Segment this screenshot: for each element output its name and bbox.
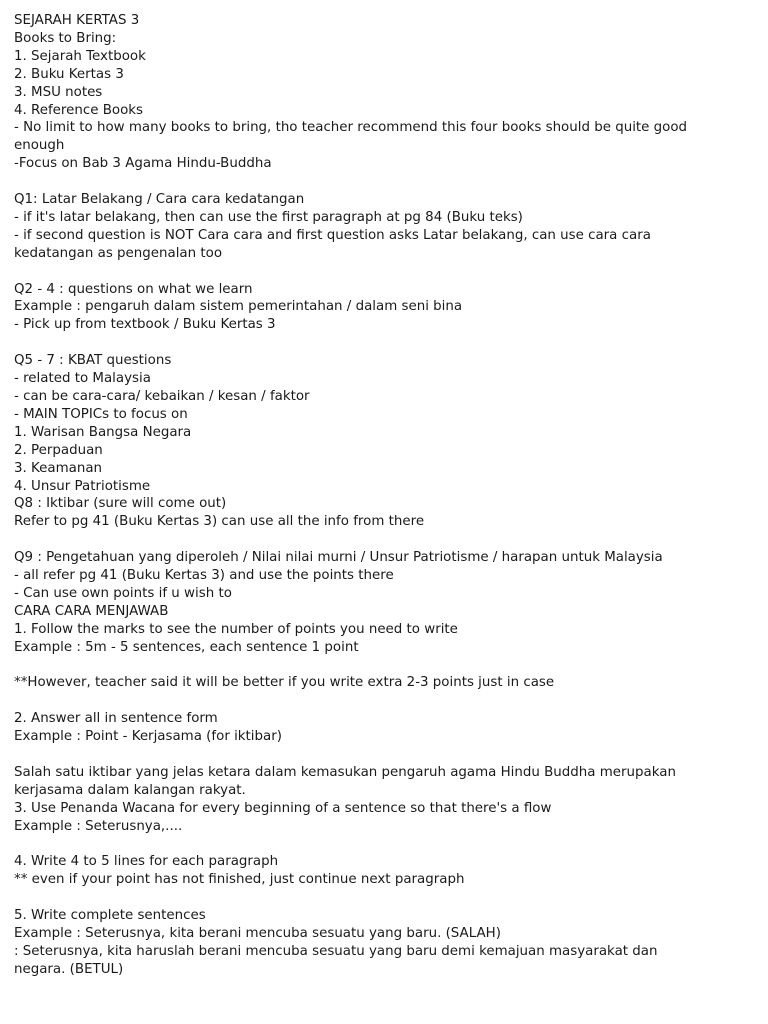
- text-line: - if second question is NOT Cara cara and first question asks Latar belakang, can use cara cara: [14, 227, 651, 243]
- text-line: 4. Unsur Patriotisme: [14, 478, 151, 494]
- text-line: - Can use own points if u wish to: [14, 585, 232, 601]
- text-line: : Seterusnya, kita haruslah berani mencuba sesuatu yang baru demi kemajuan masyarakat dan: [14, 943, 658, 959]
- blank-line: [14, 692, 754, 710]
- text-line: -Focus on Bab 3 Agama Hindu-Buddha: [14, 156, 272, 172]
- text-line: 4. Write 4 to 5 lines for each paragraph: [14, 854, 279, 870]
- text-line: - all refer pg 41 (Buku Kertas 3) and use the points there: [14, 568, 394, 584]
- text-line: Example : Seterusnya,....: [14, 818, 183, 834]
- text-line: 1. Warisan Bangsa Negara: [14, 424, 192, 440]
- text-line: 3. MSU notes: [14, 84, 103, 100]
- text-line: 5. Write complete sentences: [14, 908, 206, 924]
- blank-line: [14, 263, 754, 281]
- text-line: Example : Point - Kerjasama (for iktibar): [14, 729, 282, 745]
- text-line: Q9 : Pengetahuan yang diperoleh / Nilai nilai murni / Unsur Patriotisme / harapan untuk Malaysia: [14, 550, 663, 566]
- text-line: 2. Buku Kertas 3: [14, 66, 124, 82]
- text-line: Q8 : Iktibar (sure will come out): [14, 496, 227, 512]
- text-line: **However, teacher said it will be better if you write extra 2-3 points just in case: [14, 675, 555, 691]
- blank-line: [14, 836, 754, 854]
- text-line: - Pick up from textbook / Buku Kertas 3: [14, 317, 276, 333]
- blank-line: [14, 334, 754, 352]
- blank-line: [14, 746, 754, 764]
- text-line: 4. Reference Books: [14, 102, 144, 118]
- text-line: - if it's latar belakang, then can use the first paragraph at pg 84 (Buku teks): [14, 209, 523, 225]
- text-line: enough: [14, 138, 65, 154]
- document-page: [14, 12, 754, 979]
- text-line: SEJARAH KERTAS 3: [14, 13, 140, 28]
- text-line: 1. Follow the marks to see the number of points you need to write: [14, 621, 458, 637]
- blank-line: [14, 531, 754, 549]
- text-line: 2. Perpaduan: [14, 442, 103, 458]
- text-line: 1. Sejarah Textbook: [14, 48, 146, 64]
- text-line: kerjasama dalam kalangan rakyat.: [14, 782, 246, 798]
- text-line: Q1: Latar Belakang / Cara cara kedatangan: [14, 192, 305, 208]
- text-line: negara. (BETUL): [14, 961, 124, 977]
- blank-line: [14, 889, 754, 907]
- text-line: Q5 - 7 : KBAT questions: [14, 353, 172, 369]
- text-line: Q2 - 4 : questions on what we learn: [14, 281, 253, 297]
- text-line: Example : pengaruh dalam sistem pemerintahan / dalam seni bina: [14, 299, 463, 315]
- text-line: Refer to pg 41 (Buku Kertas 3) can use all the info from there: [14, 514, 425, 530]
- text-line: Books to Bring:: [14, 30, 117, 46]
- text-line: - related to Malaysia: [14, 371, 151, 387]
- text-line: - can be cara-cara/ kebaikan / kesan / faktor: [14, 388, 310, 404]
- text-line: Example : Seterusnya, kita berani mencuba sesuatu yang baru. (SALAH): [14, 926, 501, 942]
- text-line: 3. Use Penanda Wacana for every beginning of a sentence so that there's a flow: [14, 800, 552, 816]
- text-line: - No limit to how many books to bring, tho teacher recommend this four books should be quite good: [14, 120, 688, 136]
- text-line: Salah satu iktibar yang jelas ketara dalam kemasukan pengaruh agama Hindu Buddha merupakan: [14, 764, 676, 780]
- blank-line: [14, 173, 754, 191]
- text-line: CARA CARA MENJAWAB: [14, 603, 169, 619]
- text-line: ** even if your point has not finished, just continue next paragraph: [14, 872, 465, 888]
- text-line: Example : 5m - 5 sentences, each sentence 1 point: [14, 639, 359, 655]
- text-line: 3. Keamanan: [14, 460, 103, 476]
- text-line: - MAIN TOPICs to focus on: [14, 406, 188, 422]
- text-line: 2. Answer all in sentence form: [14, 711, 218, 727]
- blank-line: [14, 657, 754, 675]
- text-line: kedatangan as pengenalan too: [14, 245, 223, 261]
